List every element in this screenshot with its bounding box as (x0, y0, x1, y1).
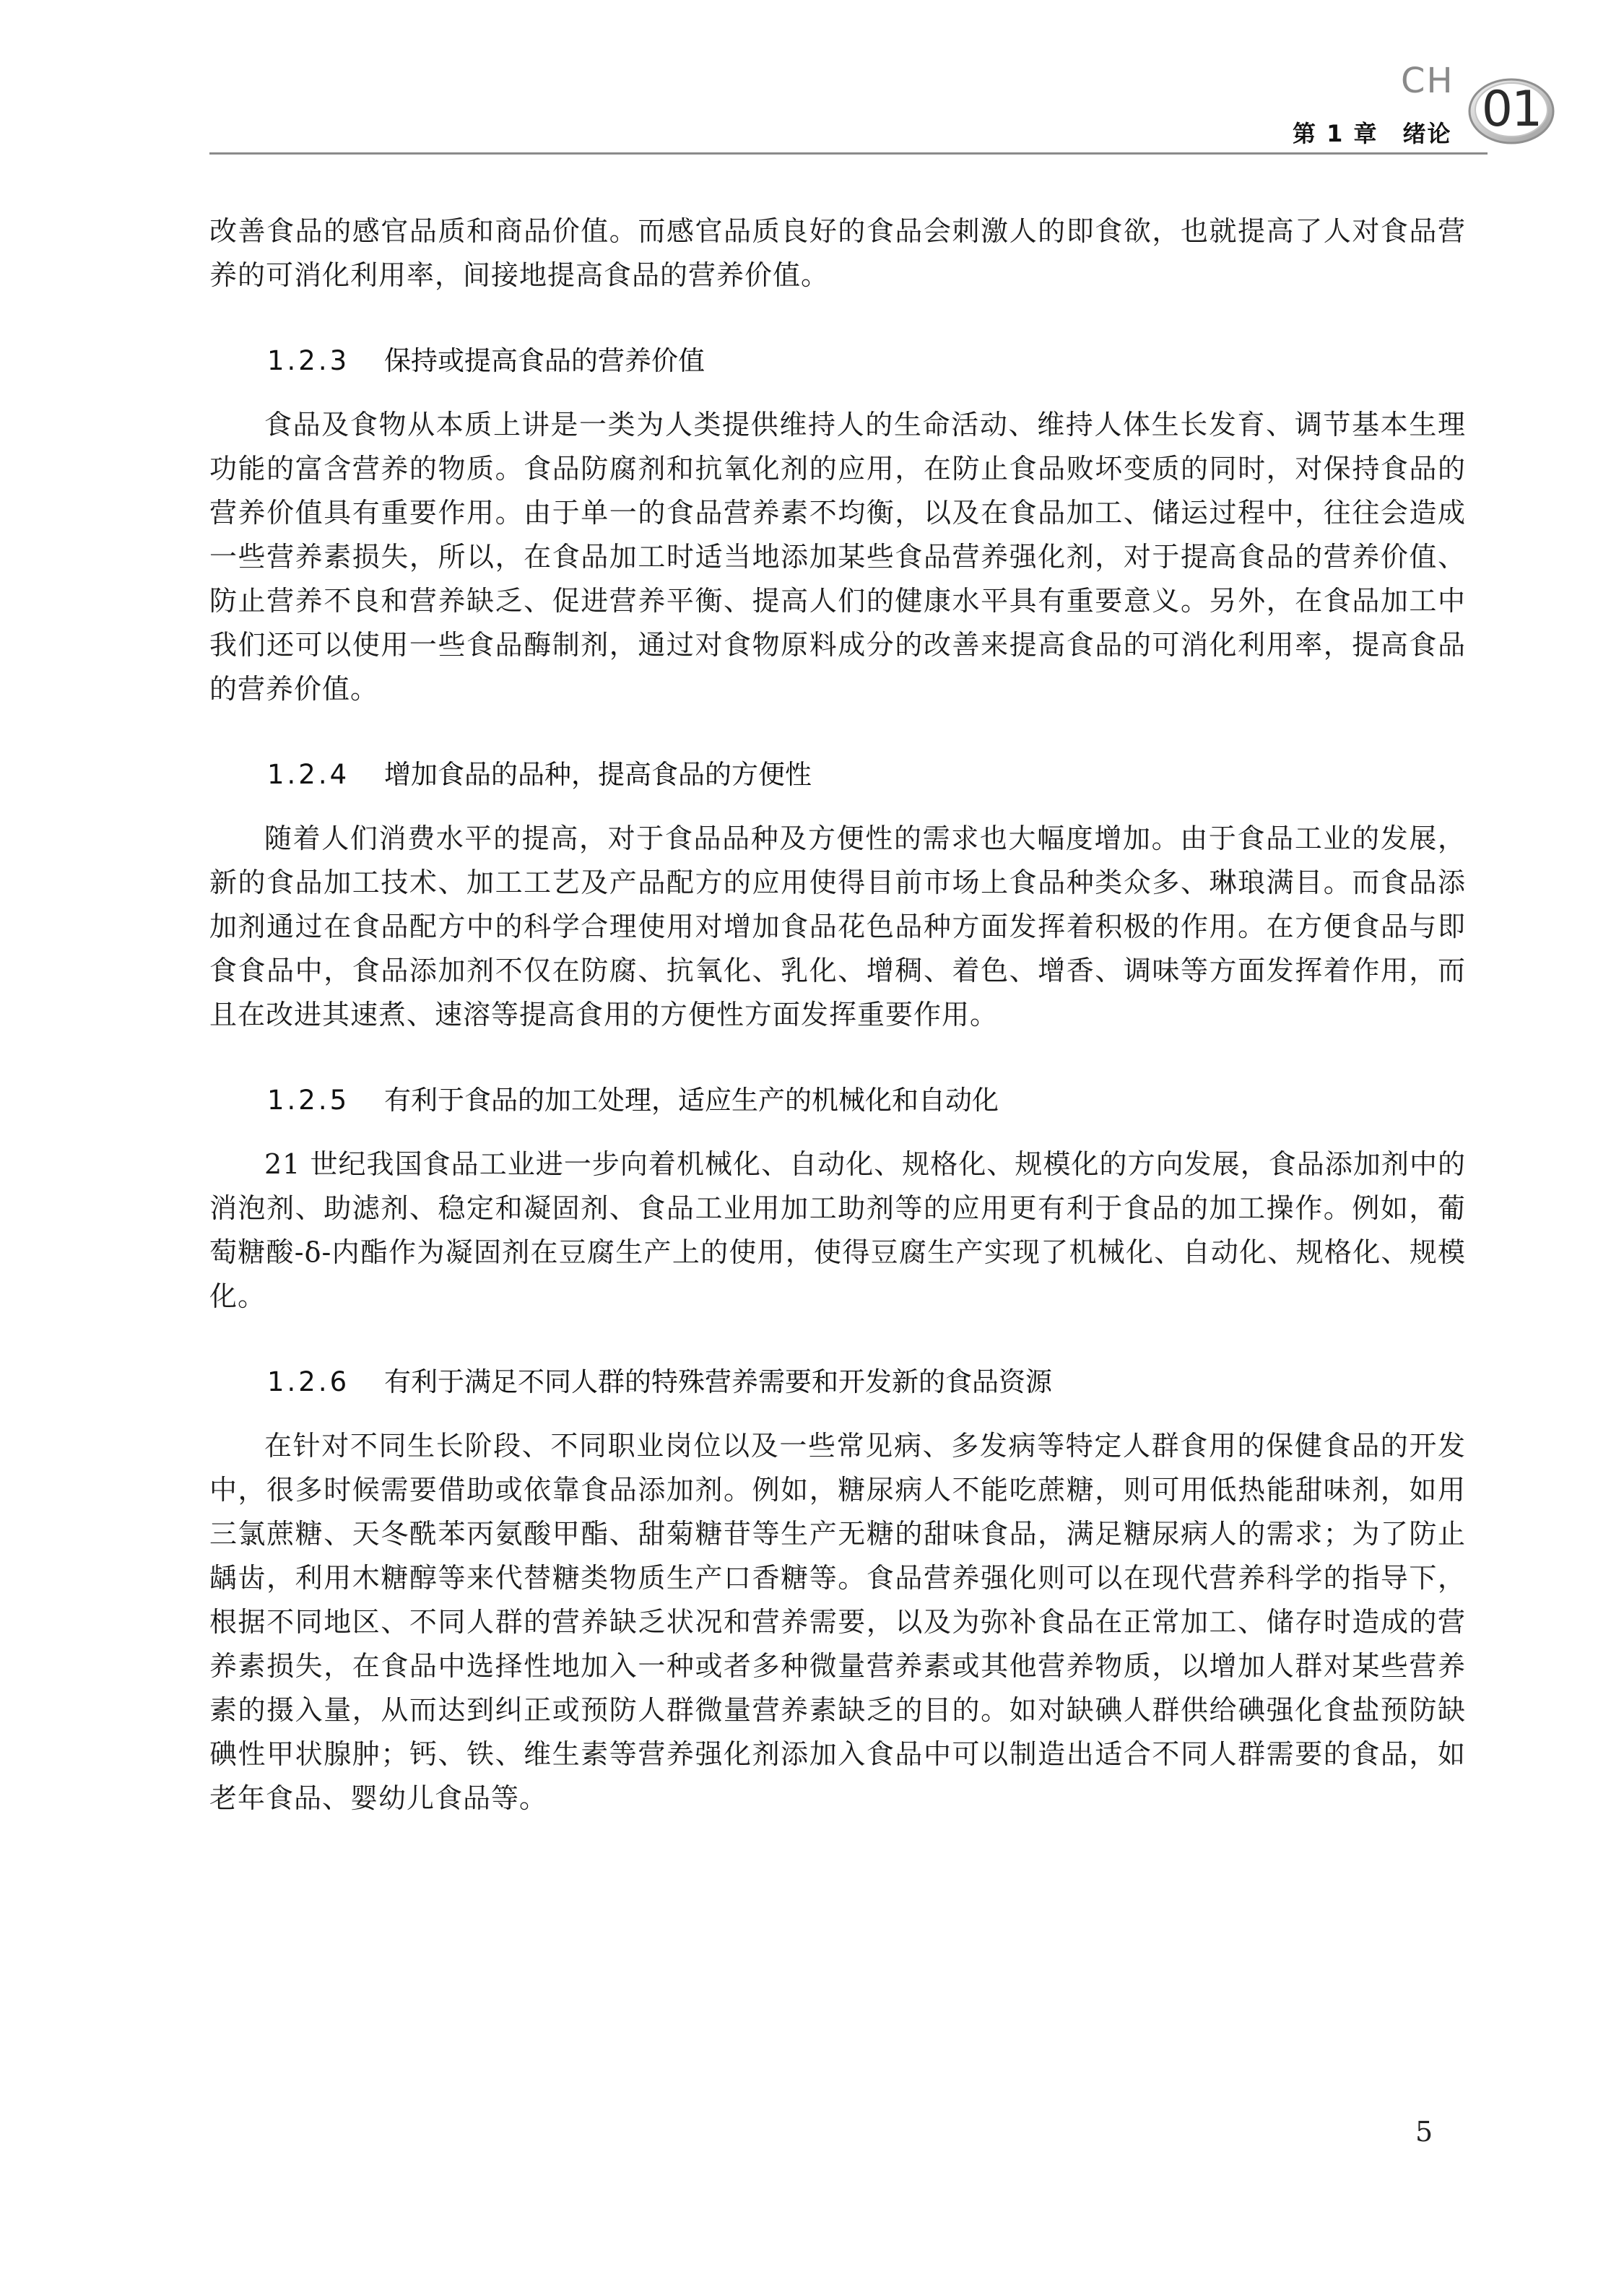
section-heading-1-2-6 (209, 1365, 1466, 1400)
section-title: 保持或提高食品的营养价值 (384, 345, 705, 376)
section-title: 有利于食品的加工处理，适应生产的机械化和自动化 (384, 1085, 999, 1116)
section-number: 1.2.4 (267, 759, 350, 790)
section-heading-1-2-5 (209, 1083, 1466, 1118)
section-paragraph-1-2-3: 食品及食物从本质上讲是一类为人类提供维持人的生命活动、维持人体生长发育、调节基本生理功能的富含营养的物质。食品防腐剂和抗氧化剂的应用，在防止食品败坏变质的同时，对保持食品的营养价值具有重要作用。由于单一的食品营养素不均衡，以及在食品加工、储运过程中，往往会造成一些营养素损失，所以，在食品加工时适当地添加某些食品营养强化剂，对于提高食品的营养价值、防止营养不良和营养缺乏、促进营养平衡、提高人们的健康水平具有重要意义。另外，在食品加工中我们还可以使用一些食品酶制剂，通过对食物原料成分的改善来提高食品的可消化利用率，提高食品的营养价值。 (209, 409, 1466, 705)
section-number: 1.2.6 (267, 1366, 350, 1397)
chapter-title: 第 1 章 绪论 (1293, 120, 1452, 147)
section-number: 1.2.5 (267, 1085, 350, 1116)
intro-paragraph: 改善食品的感官品质和商品价值。而感官品质良好的食品会刺激人的即食欲，也就提高了人对食品营养的可消化利用率，间接地提高食品的营养价值。 (209, 215, 1466, 291)
section-title: 有利于满足不同人群的特殊营养需要和开发新的食品资源 (384, 1366, 1052, 1397)
section-title: 增加食品的品种，提高食品的方便性 (384, 759, 812, 790)
page-number: 5 (1415, 2116, 1433, 2148)
header-divider (209, 152, 1488, 155)
page-header (0, 0, 1624, 166)
chapter-ch-label: CH (1401, 61, 1454, 101)
section-paragraph-1-2-5: 21 世纪我国食品工业进一步向着机械化、自动化、规格化、规模化的方向发展，食品添加剂中的消泡剂、助滤剂、稳定和凝固剂、食品工业用加工助剂等的应用更有利于食品的加工操作。例如，葡萄糖酸-δ-内酯作为凝固剂在豆腐生产上的使用，使得豆腐生产实现了机械化、自动化、规格化、规模化。 (209, 1148, 1466, 1312)
section-paragraph-1-2-4: 随着人们消费水平的提高，对于食品品种及方便性的需求也大幅度增加。由于食品工业的发展，新的食品加工技术、加工工艺及产品配方的应用使得目前市场上食品种类众多、琳琅满目。而食品添加剂通过在食品配方中的科学合理使用对增加食品花色品种方面发挥着积极的作用。在方便食品与即食食品中，食品添加剂不仅在防腐、抗氧化、乳化、增稠、着色、增香、调味等方面发挥着作用，而且在改进其速煮、速溶等提高食用的方便性方面发挥重要作用。 (209, 823, 1466, 1031)
chapter-badge (1466, 72, 1557, 147)
chapter-number: 01 (1481, 81, 1542, 138)
page-body (209, 209, 1466, 1821)
section-paragraph-1-2-6: 在针对不同生长阶段、不同职业岗位以及一些常见病、多发病等特定人群食用的保健食品的开发中，很多时候需要借助或依靠食品添加剂。例如，糖尿病人不能吃蔗糖，则可用低热能甜味剂，如用三氯蔗糖、天冬酰苯丙氨酸甲酯、甜菊糖苷等生产无糖的甜味食品，满足糖尿病人的需求；为了防止龋齿，利用木糖醇等来代替糖类物质生产口香糖等。食品营养强化则可以在现代营养科学的指导下，根据不同地区、不同人群的营养缺乏状况和营养需要，以及为弥补食品在正常加工、储存时造成的营养素损失，在食品中选择性地加入一种或者多种微量营养素或其他营养物质，以增加人群对某些营养素的摄入量，从而达到纠正或预防人群微量营养素缺乏的目的。如对缺碘人群供给碘强化食盐预防缺碘性甲状腺肿；钙、铁、维生素等营养强化剂添加入食品中可以制造出适合不同人群需要的食品，如老年食品、婴幼儿食品等。 (209, 1430, 1466, 1814)
section-heading-1-2-4 (209, 758, 1466, 792)
section-heading-1-2-3 (209, 344, 1466, 378)
section-number: 1.2.3 (267, 345, 350, 376)
